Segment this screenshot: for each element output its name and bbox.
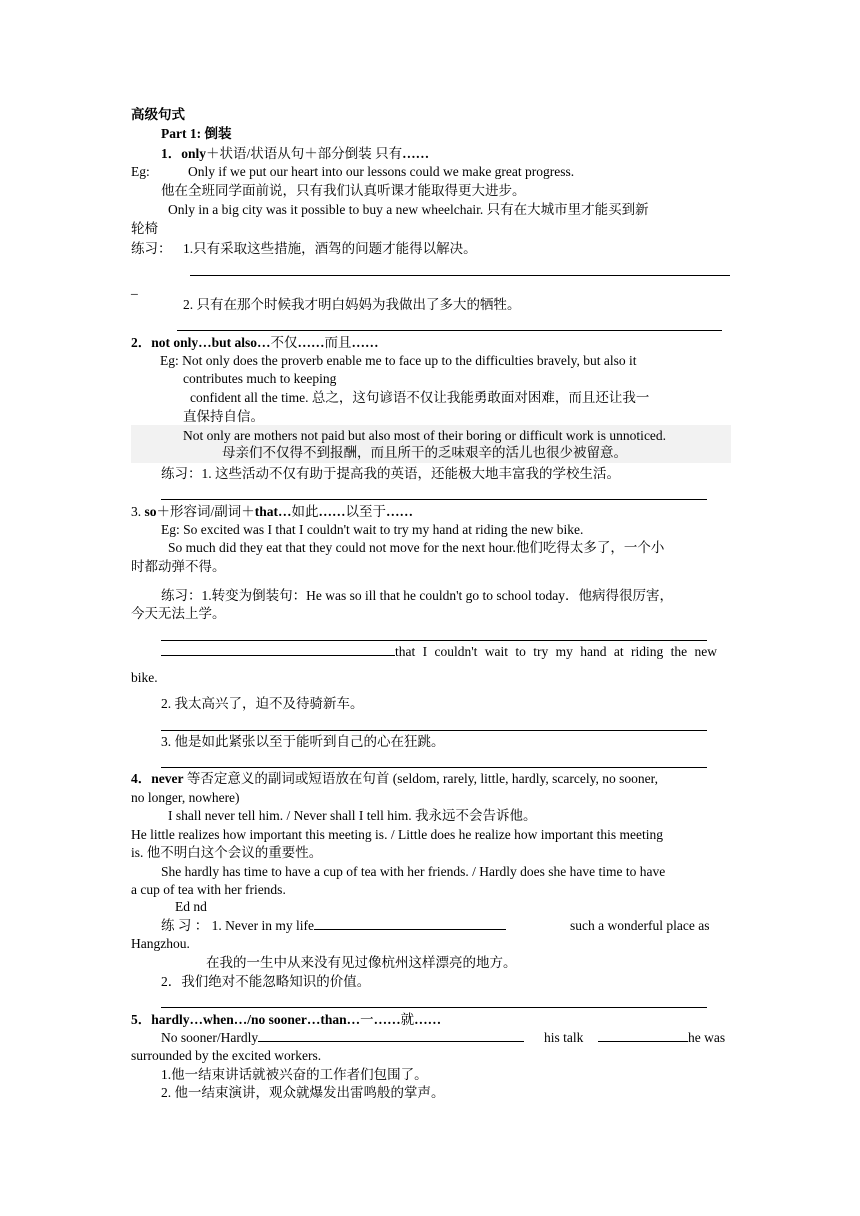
example-translation: 直保持自信。 — [183, 409, 264, 424]
example-sentence: Only if we put our heart into our lessons could we make great progress. — [188, 164, 575, 179]
example-text: he was — [688, 1030, 726, 1045]
section-5-heading — [131, 1011, 441, 1029]
answer-line — [161, 1007, 707, 1008]
example-continuation: 时都动弹不得。 — [131, 559, 226, 574]
practice-text: such a wonderful place as — [570, 918, 710, 933]
example-text: his talk — [544, 1030, 584, 1045]
practice-item: 1.只有采取这些措施，酒驾的问题才能得以解决。 — [183, 241, 477, 256]
example-continuation: 轮椅 — [131, 221, 158, 236]
answer-line — [161, 767, 707, 768]
practice-translation: 在我的一生中从来没有见过像杭州这样漂亮的地方。 — [206, 955, 517, 970]
example-continuation: a cup of tea with her friends. — [131, 882, 286, 897]
example-sentence: Eg: So excited was I that I couldn't wait to try my hand at riding the new bike. — [161, 522, 584, 537]
answer-line-tail: _ — [131, 281, 138, 296]
example-continuation: contributes much to keeping — [183, 371, 337, 386]
practice-text: 练 习 ： 1. Never in my life — [161, 918, 314, 933]
heading-text: 如此 — [291, 504, 319, 519]
example-translation: 母亲们不仅得不到报酬，而且所干的乏味艰辛的活儿也很少被留意。 — [222, 445, 627, 460]
heading-keyword: 4．never — [131, 771, 184, 786]
eg-label: Eg: — [131, 164, 150, 179]
practice-item: 2．我们绝对不能忽略知识的价值。 — [161, 974, 371, 989]
heading-ellipsis: …… — [386, 504, 414, 519]
practice-label: 练习： — [131, 241, 172, 256]
fill-blank[interactable] — [314, 917, 506, 930]
example-tail — [598, 1029, 725, 1047]
heading-text: 等否定意义的副词或短语放在句首 (seldom, rarely, little, hardly, scarcely, no sooner, — [183, 771, 658, 786]
heading-keyword: so — [144, 504, 157, 519]
answer-line — [177, 330, 722, 331]
heading-ellipsis: …… — [373, 1012, 401, 1027]
heading-continuation: no longer, nowhere) — [131, 790, 240, 805]
heading-ellipsis: …… — [318, 504, 346, 519]
fill-text: that I couldn't wait to try my hand at riding the new — [395, 644, 717, 659]
example-sentence: I shall never tell him. / Never shall I tell him. 我永远不会告诉他。 — [168, 808, 537, 823]
answer-line — [161, 640, 707, 641]
example-text: No sooner/Hardly — [161, 1030, 259, 1045]
example-sentence: Eg: Not only does the proverb enable me to face up to the difficulties bravely, but also it — [160, 353, 637, 368]
heading-keyword: that… — [254, 504, 292, 519]
heading-keyword: 5．hardly…when…/no sooner…than… — [131, 1012, 361, 1027]
answer-line — [161, 499, 707, 500]
part-heading: Part 1: 倒装 — [161, 126, 232, 141]
example-sentence: Not only are mothers not paid but also most of their boring or difficult work is unnoticed. — [183, 428, 667, 443]
heading-keyword: 1．only — [161, 146, 207, 161]
example-continuation: surrounded by the excited workers. — [131, 1048, 322, 1063]
fill-blank[interactable] — [598, 1029, 688, 1042]
heading-text: ＋状语/状语从句＋部分倒装 只有 — [206, 146, 403, 161]
example-sentence: Only in a big city was it possible to buy a new wheelchair. 只有在大城市里才能买到新 — [168, 202, 649, 217]
heading-text: ＋形容词/副词＋ — [156, 504, 255, 519]
practice-item: 2. 只有在那个时候我才明白妈妈为我做出了多大的牺牲。 — [183, 297, 521, 312]
section-3-heading — [131, 503, 413, 521]
practice-item: 练习：1.转变为倒装句：He was so ill that he couldn't go to school today．他病得很厉害， — [161, 588, 674, 603]
document-title: 高级句式 — [131, 107, 185, 122]
fill-blank[interactable] — [258, 1029, 524, 1042]
stray-text: Ed nd — [175, 899, 207, 914]
example-sentence: So much did they eat that they could not move for the next hour.他们吃得太多了，一个小 — [168, 540, 665, 555]
heading-ellipsis: …… — [402, 146, 430, 161]
example-continuation: confident all the time. 总之，这句谚语不仅让我能勇敢面对困难，而且还让我一 — [190, 390, 650, 405]
heading-text: 而且 — [324, 335, 352, 350]
practice-item — [161, 917, 506, 935]
heading-ellipsis: …… — [351, 335, 379, 350]
example-translation: 他在全班同学面前说，只有我们认真听课才能取得更大进步。 — [161, 183, 526, 198]
heading-number: 3. — [131, 504, 145, 519]
example-sentence — [161, 1029, 524, 1047]
heading-keyword: 2．not only…but also… — [131, 335, 271, 350]
heading-text: 以至于 — [345, 504, 387, 519]
practice-item: 3. 他是如此紧张以至于能听到自己的心在狂跳。 — [161, 734, 445, 749]
example-sentence: He little realizes how important this meeting is. / Little does he realize how important this meeting — [131, 827, 663, 842]
heading-text: 一 — [360, 1012, 374, 1027]
practice-continuation: Hangzhou. — [131, 936, 190, 951]
practice-item: 2. 我太高兴了，迫不及待骑新车。 — [161, 696, 364, 711]
section-2-heading — [131, 334, 379, 352]
heading-text: 就 — [400, 1012, 415, 1027]
example-continuation: is. 他不明白这个会议的重要性。 — [131, 845, 323, 860]
practice-item: 练习：1. 这些活动不仅有助于提高我的英语，还能极大地丰富我的学校生活。 — [161, 466, 620, 481]
heading-text: 不仅 — [270, 335, 298, 350]
section-1-heading — [161, 145, 429, 163]
example-sentence: She hardly has time to have a cup of tea with her friends. / Hardly does she have time to have — [161, 864, 666, 879]
fill-continuation: bike. — [131, 670, 158, 685]
practice-item: 1.他一结束讲话就被兴奋的工作者们包围了。 — [161, 1067, 428, 1082]
practice-item: 2. 他一结束演讲，观众就爆发出雷鸣般的掌声。 — [161, 1085, 445, 1100]
practice-continuation: 今天无法上学。 — [131, 606, 226, 621]
fill-in-sentence — [161, 643, 717, 661]
answer-line — [161, 730, 707, 731]
fill-blank[interactable] — [161, 643, 395, 656]
heading-ellipsis: …… — [414, 1012, 442, 1027]
heading-ellipsis: …… — [297, 335, 325, 350]
section-4-heading — [131, 770, 658, 788]
answer-line — [190, 275, 730, 276]
